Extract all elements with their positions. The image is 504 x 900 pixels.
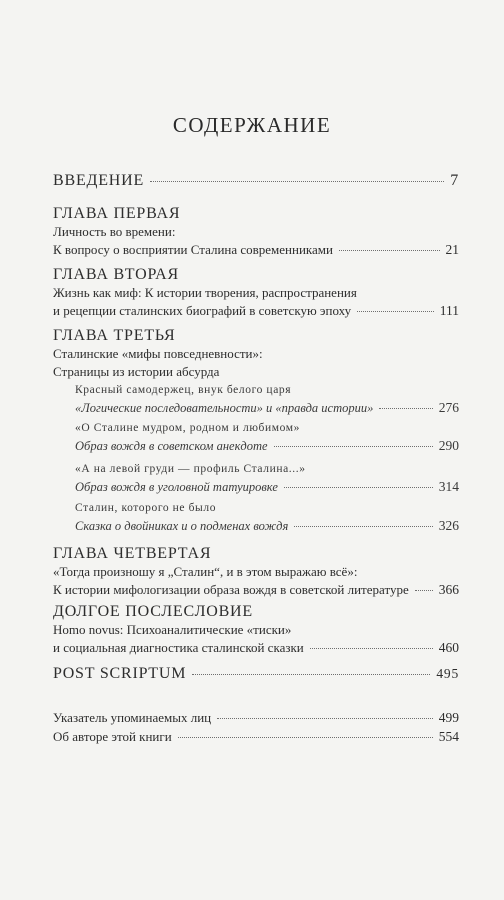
- section-subtitle: Сказка о двойниках и о подменах вождя: [75, 519, 289, 533]
- dot-leader: [178, 736, 433, 738]
- dot-leader: [415, 589, 433, 591]
- section-title: Сталин, которого не было: [75, 502, 217, 514]
- dot-leader: [357, 310, 434, 312]
- page-number: 366: [438, 582, 459, 597]
- toc-entry-index: [53, 709, 459, 727]
- dot-leader: [150, 180, 444, 182]
- dot-leader: [284, 486, 433, 488]
- dot-leader: [379, 407, 432, 409]
- toc-entry-chapter-3: [53, 327, 459, 381]
- toc-entry-chapter-2: [53, 266, 459, 320]
- section-subtitle: Образ вождя в уголовной татуировке: [75, 480, 278, 494]
- chapter-title-line: Homo novus: Психоаналитические «тиски»: [53, 622, 292, 637]
- page-number: 499: [438, 710, 459, 725]
- toc-section-3: [75, 461, 459, 496]
- chapter-title-line: Страницы из истории абсурда: [53, 364, 220, 379]
- chapter-heading: ГЛАВА ПЕРВАЯ: [53, 205, 181, 222]
- toc-section-2: [75, 420, 459, 455]
- chapter-title-line: Сталинские «мифы повседневности»:: [53, 346, 263, 361]
- toc-entry-afterword: [53, 603, 459, 657]
- page-number: 495: [436, 666, 459, 681]
- dot-leader: [192, 673, 430, 675]
- section-title: «А на левой груди — профиль Сталина...»: [75, 463, 306, 475]
- page-number: 554: [438, 729, 459, 744]
- page-number: 276: [438, 400, 459, 415]
- chapter-heading: ДОЛГОЕ ПОСЛЕСЛОВИЕ: [53, 603, 253, 620]
- chapter-title-line: Жизнь как миф: К истории творения, распространения: [53, 285, 357, 300]
- toc-section-4: [75, 500, 459, 535]
- toc-entry-chapter-1: [53, 205, 459, 259]
- page-number: 111: [439, 303, 459, 318]
- chapter-title-line: К вопросу о восприятии Сталина современниками: [53, 242, 333, 257]
- dot-leader: [274, 445, 433, 447]
- toc-entry-postscript: [53, 665, 459, 683]
- chapter-title-line: К истории мифологизации образа вождя в советской литературе: [53, 582, 409, 597]
- toc-section-1: [75, 382, 459, 417]
- chapter-title-line: и рецепции сталинских биографий в советскую эпоху: [53, 303, 352, 318]
- chapter-title-line: Личность во времени:: [53, 224, 176, 239]
- page-number: 290: [438, 438, 459, 453]
- section-title: Красный самодержец, внук белого царя: [75, 384, 292, 396]
- page-title: СОДЕРЖАНИЕ: [172, 113, 332, 137]
- dot-leader: [310, 647, 433, 649]
- page-number: 21: [445, 242, 459, 257]
- chapter-heading: ГЛАВА ЧЕТВЕРТАЯ: [53, 545, 212, 562]
- chapter-heading: ГЛАВА ВТОРАЯ: [53, 266, 179, 283]
- chapter-title-line: и социальная диагностика сталинской сказки: [53, 640, 304, 655]
- chapter-heading: ГЛАВА ТРЕТЬЯ: [53, 327, 176, 344]
- entry-label: POST SCRIPTUM: [53, 665, 187, 682]
- page-number: 326: [438, 518, 459, 533]
- dot-leader: [339, 249, 440, 251]
- toc-entry-about-author: [53, 728, 459, 746]
- page-number: 314: [438, 479, 459, 494]
- dot-leader: [217, 717, 433, 719]
- page-number: 7: [450, 172, 459, 189]
- page-number: 460: [438, 640, 459, 655]
- entry-label: Об авторе этой книги: [53, 729, 172, 744]
- toc-entry-chapter-4: [53, 545, 459, 599]
- entry-label: ВВЕДЕНИЕ: [53, 172, 145, 189]
- section-subtitle: «Логические последовательности» и «правда истории»: [75, 401, 374, 415]
- entry-label: Указатель упоминаемых лиц: [53, 710, 212, 725]
- dot-leader: [294, 525, 432, 527]
- chapter-title-line: «Тогда произношу я „Сталин“, и в этом выражаю всё»:: [53, 564, 358, 579]
- section-subtitle: Образ вождя в советском анекдоте: [75, 439, 268, 453]
- section-title: «О Сталине мудром, родном и любимом»: [75, 422, 300, 434]
- toc-entry-introduction: [53, 172, 459, 190]
